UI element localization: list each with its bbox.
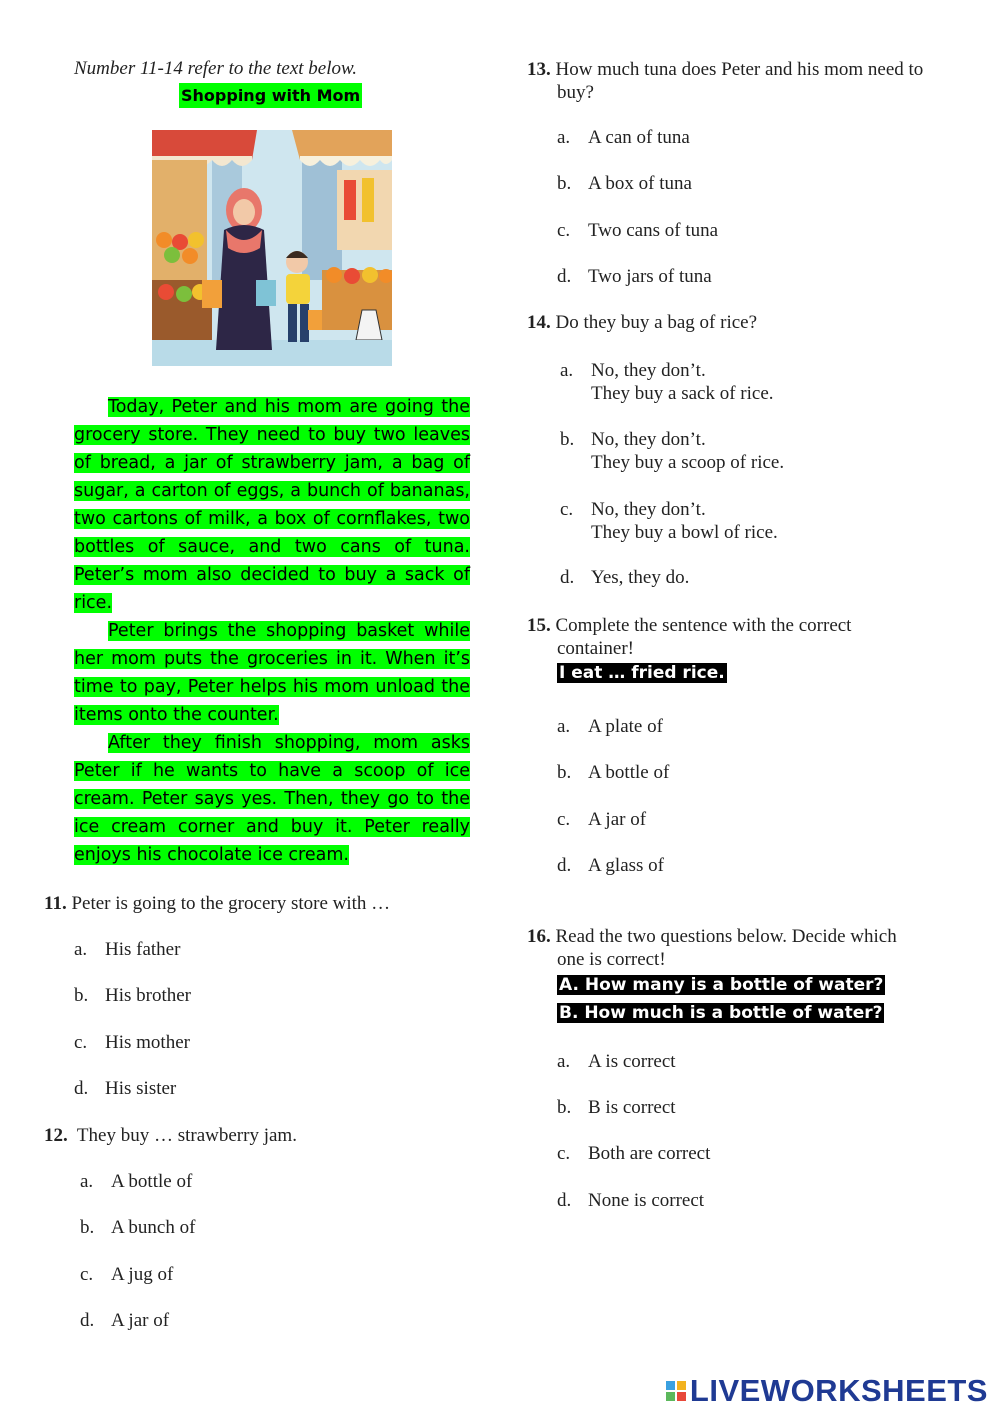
q13-option-b[interactable]: b. A box of tuna [557,173,692,194]
q16-option-b[interactable]: b. B is correct [557,1097,676,1118]
question-14: 14. Do they buy a bag of rice? [527,312,758,333]
q16-sentence-b: B. How much is a bottle of water? [559,1003,883,1023]
q16-sentences [557,972,885,1028]
q12-option-a[interactable]: a. A bottle of [80,1171,193,1192]
story-title: Shopping with Mom [179,83,362,108]
q12-option-d[interactable]: d. A jar of [80,1310,170,1331]
story-paragraph-1: Today, Peter and his mom are going the grocery store. They need to buy two leaves of bread, a jar of strawberry jam, a bag of sugar, a carton of eggs, a bunch of bananas, two cartons of milk, a box of cornflakes, two bottles of sauce, and two cans of tuna. Peter’s mom also decided to buy a sack of rice. [74,397,470,613]
q14-option-d[interactable]: d. Yes, they do. [560,567,690,588]
liveworksheets-logo[interactable] [666,1373,988,1409]
q15-option-d[interactable]: d. A glass of [557,855,664,876]
q14-option-b[interactable]: b. No, they don’t. They buy a scoop of rice. [560,429,785,473]
question-12: 12. They buy … strawberry jam. [44,1125,297,1146]
intro-text: Number 11-14 refer to the text below. [74,58,358,79]
q15-sentence: I eat … fried rice. [559,663,725,683]
q11-option-a[interactable]: a. His father [74,939,181,960]
q14-option-c[interactable]: c. No, they don’t. They buy a bowl of rice. [560,499,778,543]
q13-option-d[interactable]: d. Two jars of tuna [557,266,712,287]
question-11: 11. Peter is going to the grocery store with … [44,893,391,914]
q11-option-d[interactable]: d. His sister [74,1078,177,1099]
story-paragraph-3: After they finish shopping, mom asks Peter if he wants to have a scoop of ice cream. Peter says yes. Then, they go to the ice cream corner and buy it. Peter really enjoys his chocolate ice cream. [74,733,470,865]
brand-grid-icon [666,1381,686,1401]
q12-option-b[interactable]: b. A bunch of [80,1217,196,1238]
story-paragraph-2: Peter brings the shopping basket while her mom puts the groceries in it. When it’s time to pay, Peter helps his mom unload the items onto the counter. [74,621,470,725]
q11-option-c[interactable]: c. His mother [74,1032,190,1053]
q15-option-c[interactable]: c. A jar of [557,809,647,830]
q15-option-a[interactable]: a. A plate of [557,716,663,737]
q12-option-c[interactable]: c. A jug of [80,1264,174,1285]
brand-text: LIVEWORKSHEETS [689,1373,988,1408]
q14-option-a[interactable]: a. No, they don’t. They buy a sack of rice. [560,360,774,404]
q16-sentence-a: A. How many is a bottle of water? [559,975,884,995]
story-text [74,393,470,869]
question-16: 16. Read the two questions below. Decide which one is correct! [527,926,897,970]
q13-option-a[interactable]: a. A can of tuna [557,127,690,148]
q13-option-c[interactable]: c. Two cans of tuna [557,220,719,241]
question-13: 13. How much tuna does Peter and his mom need to buy? [527,59,924,103]
q16-option-d[interactable]: d. None is correct [557,1190,705,1211]
q11-option-b[interactable]: b. His brother [74,985,192,1006]
q16-option-a[interactable]: a. A is correct [557,1051,676,1072]
q15-option-b[interactable]: b. A bottle of [557,762,670,783]
question-15: 15. Complete the sentence with the correct container! [527,615,852,659]
q16-option-c[interactable]: c. Both are correct [557,1143,711,1164]
shopping-illustration [152,130,392,366]
